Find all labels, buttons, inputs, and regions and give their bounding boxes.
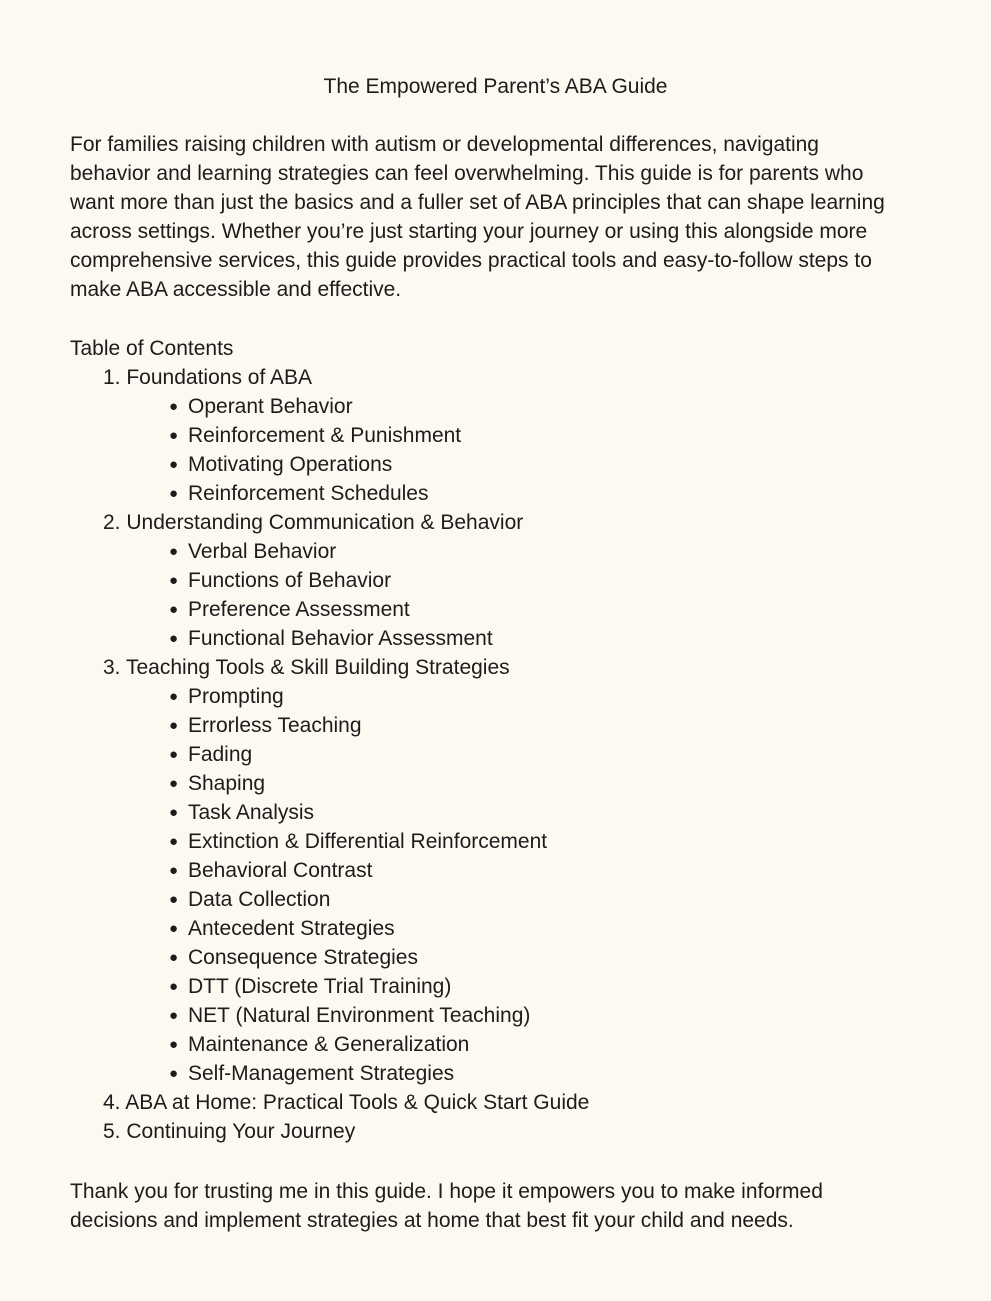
toc-subtopic-label: Consequence Strategies — [188, 946, 418, 969]
closing-paragraph — [70, 1177, 950, 1235]
toc-subtopic-label: Functions of Behavior — [188, 569, 392, 592]
toc-subtopic — [70, 972, 930, 1001]
toc-section — [70, 1088, 930, 1117]
bullet-icon: ● — [169, 1065, 179, 1082]
toc-subtopic — [70, 479, 930, 508]
intro-line: For families raising children with autism or developmental differences, navigating — [70, 133, 819, 156]
toc-subtopic — [70, 624, 930, 653]
toc-section-number: 3. — [103, 656, 121, 679]
bullet-icon: ● — [169, 572, 179, 589]
bullet-icon: ● — [169, 775, 179, 792]
toc-section — [70, 653, 930, 1088]
toc-subtopic — [70, 943, 930, 972]
toc-subtopic — [70, 1001, 930, 1030]
toc-subtopic-label: Verbal Behavior — [188, 540, 337, 563]
toc-subtopic — [70, 711, 930, 740]
intro-line: make ABA accessible and effective. — [70, 278, 402, 301]
intro-line: across settings. Whether you’re just starting your journey or using this alongside more — [70, 220, 868, 243]
intro-line: behavior and learning strategies can feel overwhelming. This guide is for parents who — [70, 162, 864, 185]
toc-subtopic-label: Antecedent Strategies — [188, 917, 395, 940]
toc-subtopic-label: DTT (Discrete Trial Training) — [188, 975, 452, 998]
bullet-icon: ● — [169, 804, 179, 821]
toc-subtopic-label: Reinforcement & Punishment — [188, 424, 462, 447]
toc-subtopic-label: Maintenance & Generalization — [188, 1033, 470, 1056]
bullet-icon: ● — [169, 688, 179, 705]
intro-line: comprehensive services, this guide provides practical tools and easy-to-follow steps to — [70, 249, 872, 272]
toc-subtopic — [70, 856, 930, 885]
toc-subtopic — [70, 827, 930, 856]
toc-section-heading — [70, 1117, 930, 1146]
toc-subtopic-label: Errorless Teaching — [188, 714, 362, 737]
toc-subtopic-label: Prompting — [188, 685, 284, 708]
toc-subtopic-label: Fading — [188, 743, 253, 766]
toc-section-heading — [70, 508, 930, 537]
toc-subtopic-label: Behavioral Contrast — [188, 859, 373, 882]
bullet-icon: ● — [169, 862, 179, 879]
toc-subtopic — [70, 798, 930, 827]
closing-line: Thank you for trusting me in this guide. I hope it empowers you to make informed — [70, 1180, 823, 1203]
toc-subtopic — [70, 682, 930, 711]
bullet-icon: ● — [169, 920, 179, 937]
toc-subtopic — [70, 537, 930, 566]
toc-section-heading — [70, 653, 930, 682]
bullet-icon: ● — [169, 746, 179, 763]
intro-line: want more than just the basics and a fuller set of ABA principles that can shape learning — [70, 191, 885, 214]
toc-section-number: 1. — [103, 366, 121, 389]
toc-section-title: Teaching Tools & Skill Building Strategies — [125, 656, 510, 679]
toc-section — [70, 1117, 930, 1146]
bullet-icon: ● — [169, 978, 179, 995]
bullet-icon: ● — [169, 601, 179, 618]
closing-line: decisions and implement strategies at home that best fit your child and needs. — [70, 1209, 794, 1232]
toc-subtopic — [70, 1059, 930, 1088]
bullet-icon: ● — [169, 485, 179, 502]
bullet-icon: ● — [169, 543, 179, 560]
toc-section-title: Foundations of ABA — [126, 366, 312, 389]
table-of-contents — [70, 334, 930, 1146]
toc-subtopic — [70, 769, 930, 798]
toc-subtopic-label: Reinforcement Schedules — [188, 482, 429, 505]
toc-subtopic-label: Motivating Operations — [188, 453, 393, 476]
toc-subtopic — [70, 914, 930, 943]
toc-section-title: ABA at Home: Practical Tools & Quick Start Guide — [125, 1091, 590, 1114]
toc-section-number: 5. — [103, 1120, 121, 1143]
toc-section-title: Understanding Communication & Behavior — [126, 511, 524, 534]
toc-subtopic-label: Operant Behavior — [188, 395, 353, 418]
bullet-icon: ● — [169, 398, 179, 415]
toc-subtopic — [70, 421, 930, 450]
bullet-icon: ● — [169, 630, 179, 647]
toc-section-heading — [70, 1088, 930, 1117]
toc-subtopic-label: Functional Behavior Assessment — [188, 627, 493, 650]
bullet-icon: ● — [169, 1007, 179, 1024]
toc-subtopic-label: Extinction & Differential Reinforcement — [188, 830, 548, 853]
toc-subtopic — [70, 450, 930, 479]
bullet-icon: ● — [169, 717, 179, 734]
toc-subtopic — [70, 1030, 930, 1059]
toc-section-title: Continuing Your Journey — [126, 1120, 356, 1143]
toc-subtopic — [70, 392, 930, 421]
bullet-icon: ● — [169, 833, 179, 850]
toc-subtopic — [70, 595, 930, 624]
toc-section-number: 2. — [103, 511, 121, 534]
toc-subtopic — [70, 740, 930, 769]
bullet-icon: ● — [169, 1036, 179, 1053]
toc-subtopic-label: Preference Assessment — [188, 598, 410, 621]
toc-subtopic-list — [70, 537, 930, 653]
bullet-icon: ● — [169, 427, 179, 444]
toc-section — [70, 508, 930, 653]
bullet-icon: ● — [169, 456, 179, 473]
intro-paragraph — [70, 130, 950, 304]
document-title: The Empowered Parent’s ABA Guide — [323, 75, 668, 98]
toc-section-number: 4. — [103, 1091, 121, 1114]
toc-subtopic — [70, 566, 930, 595]
toc-subtopic-label: Shaping — [188, 772, 266, 795]
toc-subtopic-label: Data Collection — [188, 888, 331, 911]
toc-subtopic-list — [70, 392, 930, 508]
toc-section-heading — [70, 363, 930, 392]
toc-subtopic — [70, 885, 930, 914]
toc-section — [70, 363, 930, 508]
bullet-icon: ● — [169, 891, 179, 908]
toc-section-list — [70, 363, 930, 1146]
bullet-icon: ● — [169, 949, 179, 966]
toc-subtopic-label: Self-Management Strategies — [188, 1062, 455, 1085]
toc-subtopic-list — [70, 682, 930, 1088]
toc-subtopic-label: Task Analysis — [188, 801, 315, 824]
toc-subtopic-label: NET (Natural Environment Teaching) — [188, 1004, 531, 1027]
toc-heading: Table of Contents — [70, 337, 234, 360]
